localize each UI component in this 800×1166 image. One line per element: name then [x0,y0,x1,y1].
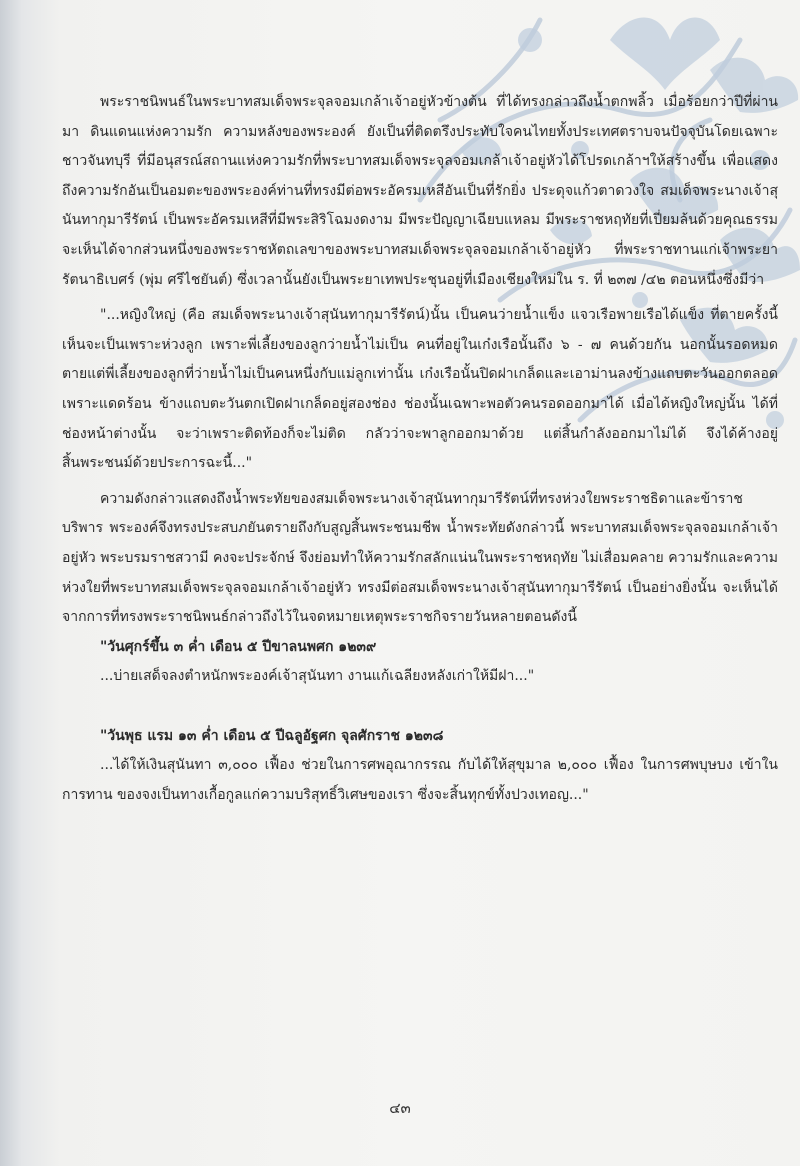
paragraph-intro: พระราชนิพนธ์ในพระบาทสมเด็จพระจุลจอมเกล้าเจ้าอยู่หัวข้างต้น ที่ได้ทรงกล่าวถึงน้ำตกพลิ้ว เมื่อร้อยกว่าปีที่ผ่านมา ดินแดนแห่งความรัก ความหลังของพระองค์ ยังเป็นที่ติดตรึงประทับใจคนไทยทั้งประเทศตราบจนปัจจุบันโดยเฉพาะชาวจันทบุรี ที่มีอนุสรณ์สถานแห่งความรักที่พระบาทสมเด็จพระจุลจอมเกล้าเจ้าอยู่หัวได้โปรดเกล้าฯให้สร้างขึ้น เพื่อแสดงถึงความรักอันเป็นอมตะของพระองค์ท่านที่ทรงมีต่อพระอัครมเหสีอันเป็นที่รักยิ่ง ประดุจแก้วตาดวงใจ สมเด็จพระนางเจ้าสุนันทากุมารีรัตน์ เป็นพระอัครมเหสีที่มีพระสิริโฉมงดงาม มีพระปัญญาเฉียบแหลม มีพระราชหฤทัยที่เปี่ยมล้นด้วยคุณธรรม จะเห็นได้จากส่วนหนึ่งของพระราชหัตถเลขาของพระบาทสมเด็จพระจุลจอมเกล้าเจ้าอยู่หัว ที่พระราชทานแก่เจ้าพระยารัตนาธิเบศร์ (พุ่ม ศรีไชยันต์) ซึ่งเวลานั้นยังเป็นพระยาเทพประชุนอยู่ที่เมืองเชียงใหม่ใน ร. ที่ ๒๓๗ /๔๒ ตอนหนึ่งซึ่งมีว่า [62,94,778,288]
entry-heading: "วันศุกร์ขึ้น ๓ ค่ำ เดือน ๕ ปีขาลนพศก ๑๒๓๙ [100,638,377,655]
document-body [62,88,778,811]
journal-entry-1 [62,633,778,692]
entry-heading: "วันพุธ แรม ๑๓ ค่ำ เดือน ๕ ปีฉลูอัฐศก จุลศักราช ๑๒๓๘ [100,727,444,744]
paragraph-commentary: ความดังกล่าวแสดงถึงน้ำพระทัยของสมเด็จพระนางเจ้าสุนันทากุมารีรัตน์ที่ทรงห่วงใยพระราชธิดาและข้าราชบริพาร พระองค์จึงทรงประสบภยันตรายถึงกับสูญสิ้นพระชนมชีพ น้ำพระทัยดังกล่าวนี้ พระบาทสมเด็จพระจุลจอมเกล้าเจ้าอยู่หัว พระบรมราชสวามี คงจะประจักษ์ จึงย่อมทำให้ความรักสลักแน่นในพระราชหฤทัย ไม่เสื่อมคลาย ความรักและความห่วงใยที่พระบาทสมเด็จพระจุลจอมเกล้าเจ้าอยู่หัว ทรงมีต่อสมเด็จพระนางเจ้าสุนันทากุมารีรัตน์ เป็นอย่างยิ่งนั้น จะเห็นได้จากการที่ทรงพระราชนิพนธ์กล่าวถึงไว้ในจดหมายเหตุพระราชกิจรายวันหลายตอนดังนี้ [62,490,778,626]
entry-text: ...ได้ให้เงินสุนันทา ๓,๐๐๐ เฟื้อง ช่วยในการศพอุณากรรณ กับได้ให้สุขุมาล ๒,๐๐๐ เฟื้อง ในการศพบุษบง เข้าในการทาน ของจงเป็นทางเกื้อกูลแก่ความบริสุทธิ์วิเศษของเรา ซึ่งจะสิ้นทุกข์ทั้งปวงเทอญ..." [62,757,778,804]
page-number: ๔๓ [389,1099,411,1117]
paragraph-quote: "...หญิงใหญ่ (คือ สมเด็จพระนางเจ้าสุนันทากุมารีรัตน์)นั้น เป็นคนว่ายน้ำแข็ง แจวเรือพายเรือได้แข็ง ที่ตายครั้งนี้เห็นจะเป็นเพราะห่วงลูก เพราะพี่เลี้ยงของลูกว่ายน้ำไม่เป็น คนที่อยู่ในเก๋งเรือนั้นถึง ๖ - ๗ คนด้วยกัน นอกนั้นรอดหมด ตายแต่พี่เลี้ยงของลูกที่ว่ายน้ำไม่เป็นคนหนึ่งกับแม่ลูกเท่านั้น เก๋งเรือนั้นปิดฝาเกล็ดและเอาม่านลงข้างแถบตะวันออกตลอด เพราะแดดร้อน ข้างแถบตะวันตกเปิดฝาเกล็ดอยู่สองช่อง ช่องนั้นเฉพาะพอตัวคนรอดออกมาได้ เมื่อได้หญิงใหญ่นั้น ได้ที่ช่องหน้าต่างนั้น จะว่าเพราะติดท้องก็จะไม่ติด กลัวว่าจะพาลูกออกมาด้วย แต่สิ้นกำลังออกมาไม่ได้ จึงได้ค้างอยู่ สิ้นพระชนม์ด้วยประการฉะนี้..." [62,307,778,472]
entry-text: ...บ่ายเสด็จลงตำหนักพระองค์เจ้าสุนันทา งานแก้เฉลียงหลังเก่าให้มีฝา..." [100,668,535,685]
journal-entry-2 [62,722,778,811]
